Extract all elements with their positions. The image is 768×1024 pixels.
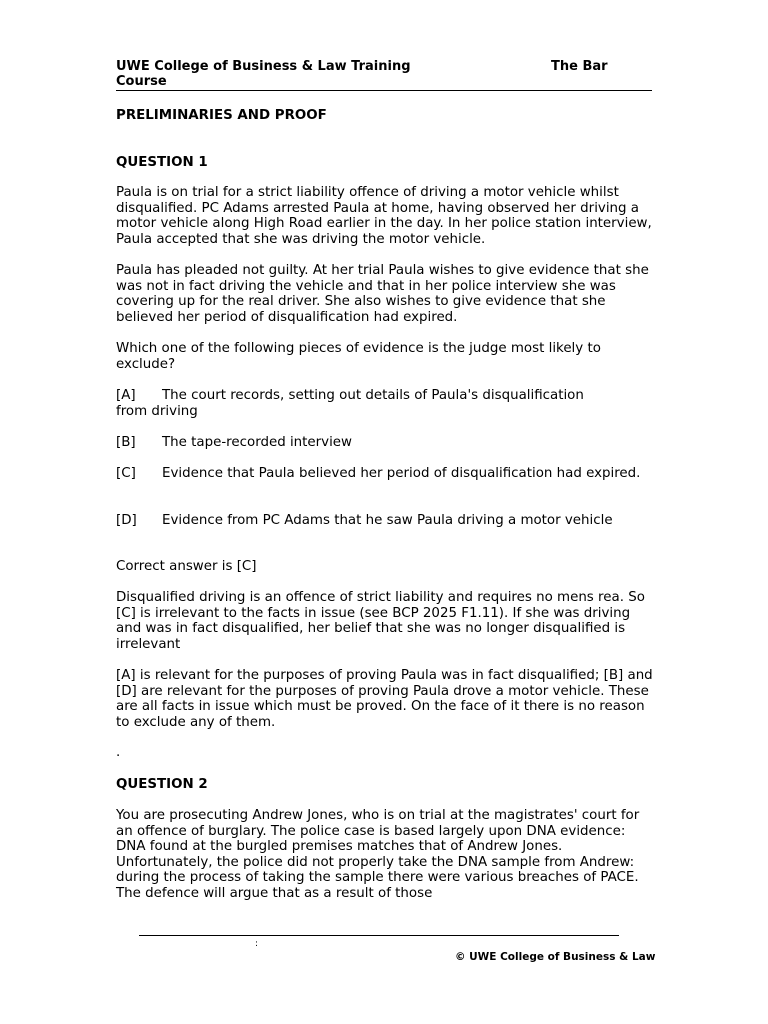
section-title: PRELIMINARIES AND PROOF	[116, 108, 327, 123]
explanation-paragraph-1: Disqualified driving is an offence of strict liability and requires no mens rea. So [C] is irrelevant to the facts in issue (see BCP 2025 F1.11). If she was driving and was in fact disqualified, her belief that she was no longer disqualified is irrelevant	[116, 590, 645, 652]
footer-rule	[139, 935, 619, 936]
correct-answer: Correct answer is [C]	[116, 559, 257, 574]
question-1-heading: QUESTION 1	[116, 155, 208, 170]
header-course-title: UWE College of Business & Law Training Course	[116, 59, 411, 89]
option-a-key: [A]	[116, 388, 136, 403]
option-c-text: Evidence that Paula believed her period of disqualification had expired.	[162, 466, 641, 481]
header-course-name: The Bar	[551, 59, 608, 74]
footer-copyright: © UWE College of Business & Law	[455, 951, 656, 963]
explanation-paragraph-2: [A] is relevant for the purposes of proving Paula was in fact disqualified; [B] and [D] are relevant for the purposes of proving Paula drove a motor vehicle. These are all facts in issue which must be proved. On the face of it there is no reason to exclude any of them.	[116, 668, 653, 730]
stray-dot: .	[116, 745, 121, 760]
option-d-text: Evidence from PC Adams that he saw Paula driving a motor vehicle	[162, 513, 613, 528]
question-1-prompt: Which one of the following pieces of evidence is the judge most likely to exclude?	[116, 341, 601, 372]
option-a-text: The court records, setting out details of Paula's disqualification from driving	[116, 388, 584, 419]
option-d-key: [D]	[116, 513, 137, 528]
option-b-key: [B]	[116, 435, 136, 450]
question-1-paragraph-1: Paula is on trial for a strict liability offence of driving a motor vehicle whilst disqualified. PC Adams arrested Paula at home, having observed her driving a motor vehicle along High Road earlier in the day. In her police station interview, Paula accepted that she was driving the motor vehicle.	[116, 185, 652, 247]
option-c-key: [C]	[116, 466, 136, 481]
question-1-paragraph-2: Paula has pleaded not guilty. At her trial Paula wishes to give evidence that she was not in fact driving the vehicle and that in her police interview she was covering up for the real driver. She also wishes to give evidence that she believed her period of disqualification had expired.	[116, 263, 649, 325]
question-2-paragraph-1: You are prosecuting Andrew Jones, who is on trial at the magistrates' court for an offence of burglary. The police case is based largely upon DNA evidence: DNA found at the burgled premises matches that of Andrew Jones. Unfortunately, the police did not properly take the DNA sample from Andrew: during the process of taking the sample there were various breaches of PACE. The defence will argue that as a result of those	[116, 808, 640, 901]
page-header	[116, 58, 652, 91]
footer-colon: :	[255, 939, 259, 949]
question-2-heading: QUESTION 2	[116, 777, 208, 792]
option-b-text: The tape-recorded interview	[162, 435, 352, 450]
